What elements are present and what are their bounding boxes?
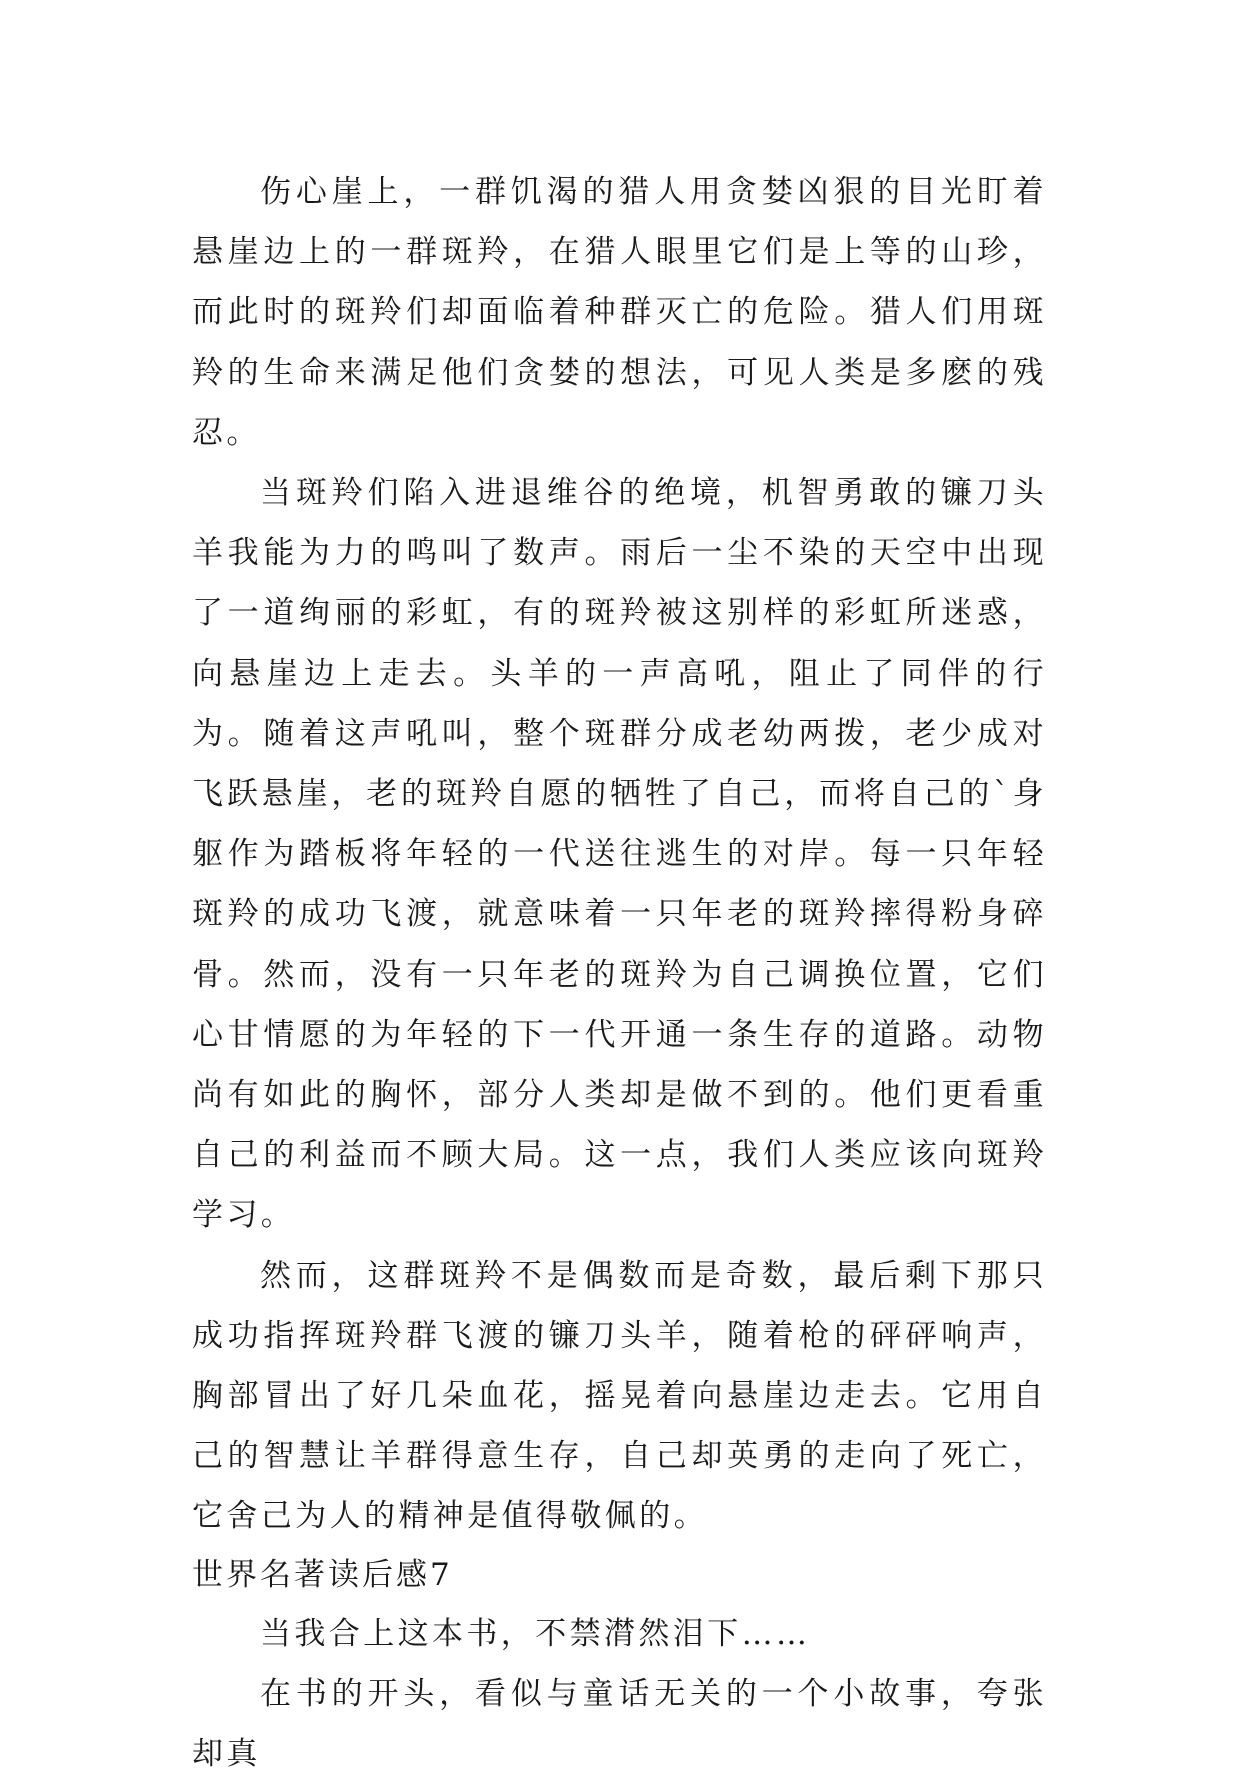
section-heading: 世界名著读后感7 xyxy=(192,1556,453,1593)
paragraph-3: 然而，这群斑羚不是偶数而是奇数，最后剩下那只成功指挥斑羚群飞渡的镰刀头羊，随着枪的砰砰响声，胸部冒出了好几朵血花，摇晃着向悬崖边走去。它用自己的智慧让羊群得意生存，自己却英勇的走向了死亡，它舍己为人的精神是值得敬佩的。 xyxy=(192,1257,1047,1535)
paragraph-1: 伤心崖上，一群饥渴的猎人用贪婪凶狠的目光盯着悬崖边上的一群斑羚，在猎人眼里它们是上等的山珍，而此时的斑羚们却面临着种群灭亡的危险。猎人们用斑羚的生命来满足他们贪婪的想法，可见人类是多麽的残忍。 xyxy=(192,174,1047,451)
section-paragraph-2: 在书的开头，看似与童话无关的一个小故事，夸张却真 xyxy=(192,1675,1047,1773)
paragraph-2: 当斑羚们陷入进退维谷的绝境，机智勇敢的镰刀头羊我能为力的鸣叫了数声。雨后一尘不染的天空中出现了一道绚丽的彩虹，有的斑羚被这别样的彩虹所迷惑，向悬崖边上走去。头羊的一声高吼，阻止了同伴的行为。随着这声吼叫，整个斑群分成老幼两拨，老少成对飞跃悬崖，老的斑羚自愿的牺牲了自己，而将自己的`身躯作为踏板将年轻的一代送往逃生的对岸。每一只年轻斑羚的成功飞渡，就意味着一只年老的斑羚摔得粉身碎骨。然而，没有一只年老的斑羚为自己调换位置，它们心甘情愿的为年轻的下一代开通一条生存的道路。动物尚有如此的胸怀，部分人类却是做不到的。他们更看重自己的利益而不顾大局。这一点，我们人类应该向斑羚学习。 xyxy=(192,475,1047,1234)
section-paragraph-1: 当我合上这本书，不禁潸然泪下…… xyxy=(260,1615,811,1652)
document-body xyxy=(192,162,1047,1784)
